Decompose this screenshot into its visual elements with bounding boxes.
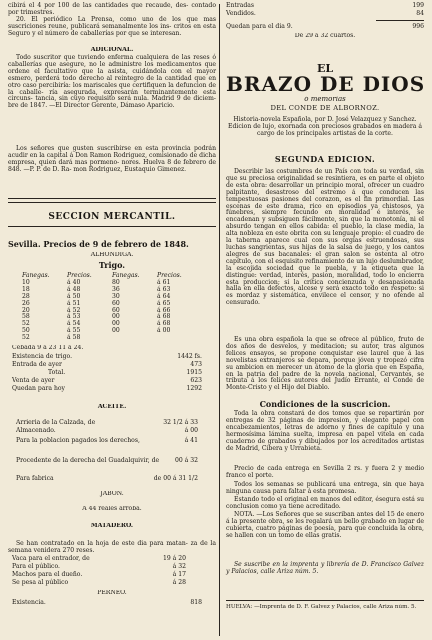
aceite-row: Para fabrica de 00 á 31 1/2: [16, 475, 198, 482]
matadero-intro: Se han contratado en la hoja de este dia para matan- za de la semana venidera 270 reses.: [8, 540, 216, 554]
matadero-row: Se pesa al público á 28: [12, 579, 186, 586]
aceite-row: Arrieria de la Calzada, de 32 1/2 á 33: [16, 419, 198, 426]
table-row: 28 á 50 30 á 64: [22, 292, 171, 300]
perneo-row: Existencia. 818: [12, 599, 202, 606]
right-column: [226, 0, 424, 640]
exist-row: Venta de ayer 623: [12, 377, 202, 384]
cebada-line: Cebada 9 á 23 11 á 24.: [12, 345, 84, 351]
obra-paragraph: Es una obra española la que se ofrece al público, fruto de dos años de desvelos, y meditacion; su autor, tras algunos felices ensayos, se propone conquistar ese laurel que á las novelistas extranjeros se depara, porque jóven y tropezó cifra su ambicion en merecer un átomo de la gloria que en España, en la patria del padre de la novela nacional, Cervantes, se tributa á los felices autores del Judío Errante, el Conde de Monte-Cristo y el Hijo del Diablo.: [226, 336, 424, 392]
perneo-heading: PERNEO.: [97, 590, 127, 596]
matadero-heading: MATADERO.: [90, 523, 134, 529]
trigo-table: [22, 273, 202, 342]
matadero-row: Vaca para el entrador, de 19 á 20: [12, 555, 186, 562]
subtitle-1: ó memorias: [304, 96, 346, 103]
adicional-heading: ADICIONAL.: [90, 47, 134, 53]
article-20: 20. El periódico La Prensa, como uno de los que mas suscriciones reune, publicará semanalmente los ins- critos en esta Seguro y el número de caballerías por que se interesan.: [8, 16, 216, 37]
condiciones-heading: Condiciones de la suscricion.: [259, 400, 391, 409]
date-line: De 29 á 32 cuartos.: [294, 33, 356, 39]
table-row: 50 á 55 00 á 00: [22, 327, 171, 335]
quedan-row: Quedan para el dia 9. 996: [226, 23, 424, 30]
original-paragraph: Estando todo el original en manos del editor, ésegura está su conclusion como ya tiene acreditado.: [226, 496, 424, 510]
exist-row: Existencia de trigo. 1442 fs.: [12, 353, 202, 360]
table-row: 52 á 58: [22, 334, 81, 342]
column-divider: [219, 4, 220, 636]
sevilla-title: Sevilla. Precios de 9 de febrero de 1848.: [8, 240, 189, 249]
trigo-table-header: Fanegas. Precios. Fanegas. Precios.: [22, 272, 182, 279]
book-intro: Historia-novela Española, por D. José Velazquez y Sanchez. Edicion de lujo, exornada con preciosos grabados en madera á cargo de los principales artistas de la corte.: [228, 116, 422, 137]
jabon-text: A 44 reales arroba.: [82, 506, 142, 512]
jabon-heading: JABON.: [100, 491, 124, 497]
imprenta-footer: HUELVA: —Imprenta de D. F. Galvez y Palacios, calle Ariza núm. 5.: [226, 604, 417, 610]
subtitle-2: DEL CONDE DE ALBORNOZ.: [270, 105, 380, 112]
aceite-row: Para la poblacion pagados los derechos, á 41: [16, 437, 198, 444]
section-rule-bottom: [8, 226, 216, 227]
table-row: 52 á 54 00 á 68: [22, 320, 171, 328]
nota-paragraph: NOTA. —Los Señores que se suscriban antes del 15 de enero á la presente obra, se les regalará un bello grabado en lugar de cubierta, cuatro páginas de poesía, para que concluida la obra, se hallen con un tomo de ellas gratis.: [226, 511, 424, 539]
sum-rule: [376, 20, 424, 21]
aceite-heading: ACEITE.: [97, 404, 127, 410]
table-row: 18 á 48 36 á 63: [22, 285, 171, 293]
section-title: SECCION MERCANTIL.: [48, 212, 176, 222]
aceite-row: Almacenado. á 00: [16, 427, 198, 434]
description-paragraph: Describir las costumbres de un País con toda su verdad, sin que su preciosa originalidad se resintiera, es en parte el objeto de esta obra: desarrollar un principio moral, ofrecer un cuadro palpitante, desastroso del estremo á que conducen las tempestuosas pasiones del corazon, es el fin primordial. Las escenas de este drama, rico en episodios ya chistosos, ya fúnebres, siempre fecundo en moralidad é interés, se encadenan y subsiguen fácilmente, sin que la monotonía, ni el absurdo tengan en ellos cabida: el pueblo, la clase media, la alta nobleza en este obrita con su lenguaje propio: el cuadro de la taberna aparece cual con sus orgías estruendosas, sus luchas sangrientas, sus hijas de la salsa de juego, y los cantos alegres de sus bacanales: el gran salon se ostenta al otro capítulo, con el esquisito refinamiento de un lujo deslumbrador, la escojida sociedad que le puebla, y la etiqueta que la distingue: verdad, interés, pasion, moralidad, todo lo encierra esta produccion; si la crítica concienzuda y desapasionada halla en ella defectos, alcese y será exacto todo en respeto: si es mordaz y sistemática, envilece el censor, y no ofende al censurado.: [226, 168, 424, 307]
segunda-edicion: SEGUNDA EDICION.: [274, 155, 376, 164]
adicional-paragraph: Todo suscritor que tuviendo enferma cualquiera de las reses ó caballerías que asegure, no le administre los medicamentos que ordene el facultativo que la asista, cuidándola con el mayor esmero, perderá todo derecho al reintegro de la cantidad que en otro caso percibiría: los mariscales que certifiquen la defuncion de la caballe- ría asegurada, expresarán terminantemente esta circuns- tancia, sin cuyo requisito será nula. Madrid 9 de diciem- bre de 1847. —El Director Gerente, Dámaso Aparicio.: [8, 54, 216, 110]
suscripcion-paragraph: Los señores que gusten suscribirse en esta provincia podrán acudir en la capital á Don Ramon Rodriguez, comisionado de dicha empresa, quien dará mas pormeno- nores. Huelva 8 de febrero de 848. —P. P. de D. Ra- mon Rodriguez, Eustaquio Gimenez.: [8, 145, 216, 173]
vendidos-row: Vendidos. 84: [226, 10, 424, 17]
footer-rule: [226, 600, 424, 601]
table-row: 10 á 40 80 á 61: [22, 278, 171, 286]
book-title: BRAZO DE DIOS: [226, 72, 426, 96]
matadero-row: Machos para el dueño. á 17: [12, 571, 186, 578]
entradas-row: Entradas 199: [226, 2, 424, 9]
exist-row: Quedan para hoy 1292: [12, 385, 202, 392]
aceite-row: Procedente de la derecha del Guadalquivir, de 00 á 32: [16, 457, 198, 464]
trigo-heading: Trigo.: [98, 261, 126, 270]
exist-row: Entrada de ayer 473: [12, 361, 202, 368]
table-row: 26 á 51 60 á 65: [22, 299, 171, 307]
semanas-paragraph: Todos los semanas se publicará una entrega, sin que haya ninguna causa para faltar á esta promesa.: [226, 481, 424, 495]
suscribe-paragraph: Se suscribe en la imprenta y librería de D. Francisco Galvez y Palacios, calle Ariza núm. 5.: [226, 561, 424, 575]
left-column: [8, 0, 216, 640]
matadero-row: Para el público. á 32: [12, 563, 186, 570]
table-row: 58 á 53 00 á 68: [22, 313, 171, 321]
condiciones-paragraph: Toda la obra constará de dos tomos que se repartirán por entregas de 32 páginas de impresion, y elegante papel con encabezamientos, letras de adorno y fines de capítulo y una hermosísima lámina suelta, impresa en papel vitela en cada cuaderno de grabados y dibujados por los acreditados artistas de Madrid, Cibera y Urrabieta.: [226, 410, 424, 452]
table-row: 20 á 52 60 á 66: [22, 306, 171, 314]
exist-row: Total. 1915: [48, 369, 202, 376]
section-rule: [8, 198, 216, 203]
title-el: EL: [316, 63, 334, 75]
precio-paragraph: Precio de cada entrega en Sevilla 2 rs. y fuera 2 y medio franco el porte.: [226, 465, 424, 479]
alhondiga-heading: ALHONDIGA.: [90, 252, 134, 258]
intro-paragraph: cibirá el 4 por 100 de las cantidades que recaude, des- contado por trimestres.: [8, 2, 216, 16]
